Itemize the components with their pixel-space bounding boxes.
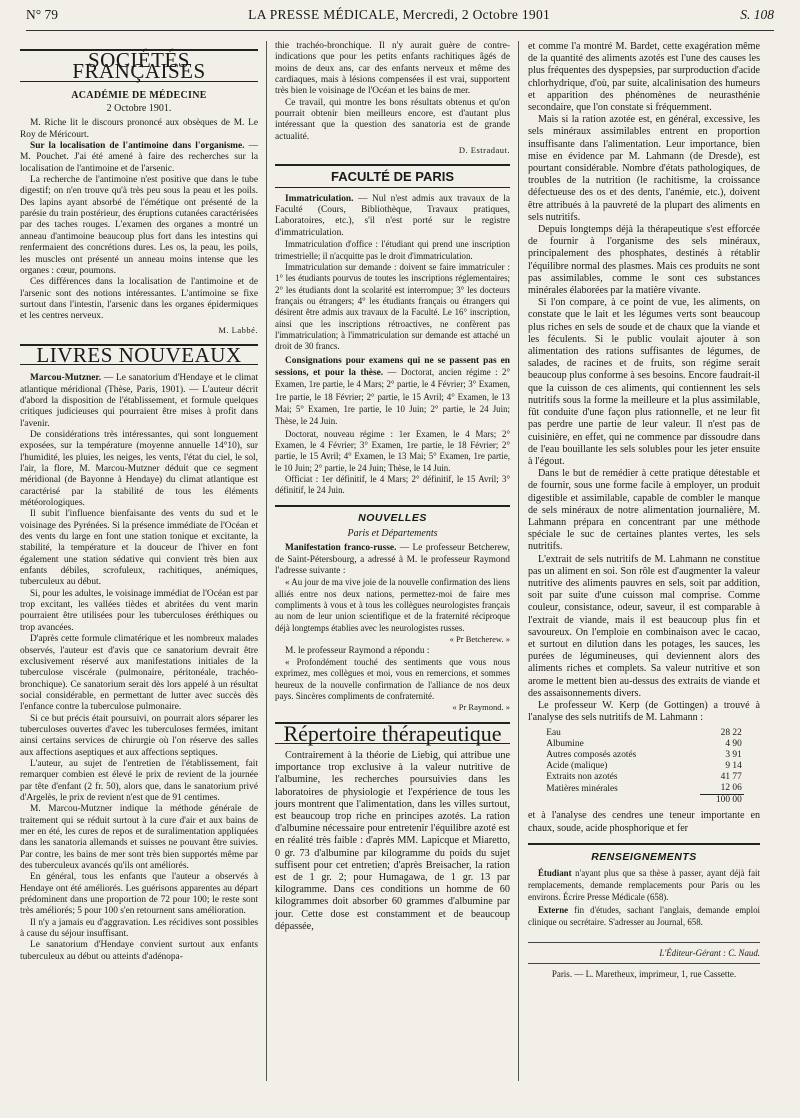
analysis-row bbox=[544, 750, 744, 761]
session-date: 2 Octobre 1901. bbox=[106, 103, 172, 115]
paragraph-text: — Doctorat, ancien régime : 2° Examen, 1re partie, le 4 Mars; 2° partie, le 4 Février; 3° Examen, 1re partie, le 18 Février; 2° partie, le 15 Avril; 4° Examen, le 13 Mai; 5° Examen, 1re partie, le 10 Juin; 2° partie, le 24 Juin; Thèse, le 24 Juin. bbox=[275, 366, 510, 427]
analysis-table bbox=[544, 728, 744, 806]
paragraph-title: Externe bbox=[538, 904, 569, 915]
paragraph: Le sanatorium d'Hendaye convient surtout aux enfants tuberculeux au début ou atteints d'adénopa- bbox=[20, 940, 258, 962]
paragraph: Depuis longtemps déjà la thérapeutique s'est efforcée de fournir à l'organisme des sels minéraux, principalement des phosphates, destinés à rétablir l'équilibre normal des plasmes. Mais ces produits ne sont pas assimilables, comme le sont ces substances minérales élaborées par la matière vivante. bbox=[528, 224, 760, 297]
faculty-heading: FACULTÉ DE PARIS bbox=[275, 164, 510, 187]
paragraph: et comme l'a montré M. Bardet, cette exagération même de la quantité des aliments azotés est l'une des causes les plus fréquentes des dyspepsies, par surproduction d'acide chlorhydrique, d'où, par suite, alcalinisation des humeurs et apparition des phénomènes de neurasthénie secondaire, que l'on constate si fréquemment. bbox=[528, 41, 760, 114]
paragraph bbox=[275, 194, 510, 239]
analysis-label: Eau bbox=[546, 728, 561, 739]
paragraph: Il n'y a jamais eu d'aggravation. Les récidives sont possibles à cause du séjour insuffisant. bbox=[20, 917, 258, 940]
books-heading: LIVRES NOUVEAUX bbox=[20, 344, 258, 365]
paragraph: M. le professeur Raymond a répondu : bbox=[285, 645, 430, 656]
paragraph: Doctorat, nouveau régime : 1er Examen, le 4 Mars; 2° Examen, le 4 Février; 3° Examen, 1re partie, le 18 Février; 2° partie, le 15 Avril; 4° Examen, le 13 Mai; 5° Examen, 1re partie, le 10 Juin; 2° partie, le 24 Juin; Thèse, le 14 Juin. bbox=[275, 428, 510, 473]
signature: D. Estradaut. bbox=[458, 145, 510, 156]
author-name: Marcou-Mutzner. bbox=[30, 373, 102, 384]
column-1 bbox=[20, 41, 267, 1081]
analysis-row bbox=[544, 761, 744, 772]
paragraph: M. Riche lit le discours prononcé aux obsèques de M. Le Roy de Méricourt. bbox=[20, 118, 258, 140]
paragraph-text: — M. Pouchet. J'ai été amené à faire des recherches sur la localisation de l'antimoine et de l'arsenic. bbox=[20, 141, 258, 174]
paragraph bbox=[275, 356, 510, 429]
analysis-value: 41 77 bbox=[720, 772, 742, 783]
page-number: S. 108 bbox=[740, 7, 774, 22]
paragraph: D'après cette formule climatérique et les nombreux malades observés, l'auteur est d'avis que ce sanatorium devrait être exclusivement réservé aux manifestations initiales de la tuberculose viscérale (pulmonaire, péritonéale, trachéo-bronchique). Ce sanatorium serait dès lors appelé à un résultat social considérable, en permettant de lutter avec succès dès l'enfance contre la tuberculose pulmonaire. bbox=[20, 634, 258, 713]
paragraph: Si, pour les adultes, le voisinage immédiat de l'Océan est par trop excitant, les vallées tièdes et abritées du vent marin pourraient être utilisées pour les tuberculoses éréthiques ou trop avancées. bbox=[20, 588, 258, 633]
paragraph: M. Marcou-Mutzner indique la méthode générale de traitement qui se réduit surtout à la cure d'air et aux bains de mer en été, les cures de repos et de suralimentation appliquées dans les sanatoria allemands et suisses ne pouvant être suivies. Par contre, les bains de mer sont très bien supportés même par des tuberculeux avancés qu'ils ont améliorés. bbox=[20, 804, 258, 872]
paragraph: « Profondément touché des sentiments que vous nous exprimez, mes collègues et moi, vous en remercions, et sommes heureux de la nouvelle confirmation de l'alliance de nos deux pays. Sincères compliments de confraternité. bbox=[275, 656, 510, 701]
paragraph: L'extrait de sels nutritifs de M. Lahmann ne constitue pas un aliment en soi. Son rôle est d'augmenter la valeur nutritive des aliments pauvres en sels, soit par addition, soit par suite d'une cuisson mal comprise. Comme couleur, consistance, odeur, saveur, il est comparable à l'extrait de viande, mais il est beaucoup plus fin et savoureux. On l'emploie en combinaison avec le cacao, et surtout en dilution dans les potages, les sauces, les purées de légumineuses, qui deviennent alors des aliments riches et complets. Sa valeur nutritive et son arome le mettent bien au-dessus des extraits de viande et des assaisonnements divers. bbox=[528, 553, 760, 699]
printer-line: Paris. — L. Maretheux, imprimeur, 1, rue Cassette. bbox=[528, 963, 760, 980]
paragraph bbox=[20, 141, 258, 175]
paragraph: Si l'on compare, à ce point de vue, les aliments, on constate que le lait et les légumes verts sont beaucoup plus riches en sels de soude et de chaux que la viande et les féculents. Si le public voulait ajouter à son alimentation des rations suffisantes de légumes, de salades, de racines et de fruits, son régime serait beaucoup plus conforme à ses besoins. Encore faudrait-il que la cuisson de ces aliments, qui contiennent les sels nutritifs sous la forme la meilleure et la plus assimilable, fût conduite d'une façon plus rationnelle, et ne leur fit pas perdre une partie de leur valeur. Il n'est pas de cuisinière, en effet, qui ne commence par dissoudre dans de l'eau bouillante les sels solubles pour les jeter ensuite à l'égout. bbox=[528, 297, 760, 467]
analysis-row bbox=[544, 728, 744, 739]
columns bbox=[20, 41, 780, 1081]
analysis-label: Matières minérales bbox=[546, 783, 618, 794]
paragraph: En général, tous les enfants que l'auteur a observés à Hendaye ont été améliorés. Les guérisons apparentes au départ prédominent dans une proportion de 72 pour 100; le reste sont très améliorés; 5 pour 100 s'en retournent sans amélioration. bbox=[20, 872, 258, 917]
paragraph: Ces différences dans la localisation de l'antimoine et de l'arsenic sont des notions intéressantes. L'antimoine se fixe surtout dans l'intestin, l'arsenic dans les organes épidermiques et les centres nerveux. bbox=[20, 277, 258, 322]
signature: M. Labbé. bbox=[218, 324, 258, 335]
paragraph: De considérations très intéressantes, qui sont longuement exposées, sur la température (moyenne annuelle 14°10), sur l'humidité, les pluies, les neiges, les vents, l'état du ciel, le sol, l'air, la flore, M. Marcou-Mutzner déduit que ce segment méridional (de Bayonne à Hendaye) du climat atlantique est caractérisé par la stabilité de tous les éléments météorologiques. bbox=[20, 429, 258, 509]
paragraph-title: Manifestation franco-russe. bbox=[285, 543, 397, 554]
paragraph: L'auteur, au sujet de l'entretien de l'établissement, fait remarquer combien est élevé le prix de revient de la journée par tête d'enfant (2 fr. 50), alors que, dans le sanatorium privé d'Argelès, le prix de revient n'est que de 91 centimes. bbox=[20, 758, 258, 803]
issue-number: N° 79 bbox=[26, 7, 59, 22]
paragraph: Officiat : 1er définitif, le 4 Mars; 2° définitif, le 15 Avril; 3° définitif, le 24 Juin. bbox=[275, 474, 510, 496]
paragraph: Il subit l'influence bienfaisante des vents du sud et le voisinage des Pyrénées. Si la présence immédiate de l'Océan et des vents du large en font une station tonique et excitante, la stabilité, la température et la douceur de l'hiver en font également une station sédative qui convient très bien aux enfants débiles, scrofuleux, rachitiques, anémiques, tuberculeux au début. bbox=[20, 509, 258, 588]
signature: « Pr Betcherew. » bbox=[449, 634, 510, 645]
paragraph: Dans le but de remédier à cette pratique détestable et de fournir, sous une forme facile à employer, un produit digestible et assimilable, capable de combler le manque de sels minéraux de notre alimentation journalière, M. Lahmann prépara en concentrant par une méthode spéciale le suc de certaines plantes vertes, les sels nutritifs. bbox=[528, 468, 760, 553]
analysis-label: Extraits non azotés bbox=[546, 772, 618, 783]
analysis-value: 28 22 bbox=[720, 728, 742, 739]
paragraph: Ce travail, qui montre les bons résultats obtenus et qu'on pourrait obtenir bien meilleurs encore, est d'autant plus intéressant que la question des sanatoria est de grande actualité. bbox=[275, 97, 510, 142]
societies-heading: SOCIÉTÉS FRANÇAISES bbox=[20, 49, 258, 82]
paragraph: « Au jour de ma vive joie de la nouvelle confirmation des liens alliés entre nos deux nations, permettez-moi de faire mes compliments à vous et à tous les collègues neurologistes français au nom de leur union scientifique et de la fraternité réciproque déjà longtemps établies avec les neurologistes russes. bbox=[275, 577, 510, 633]
analysis-row bbox=[544, 739, 744, 750]
paragraph-title: Consignations pour examens qui ne se passent pas en sessions, et pour la thèse. bbox=[275, 355, 510, 378]
paragraph: Le professeur W. Kerp (de Gottingen) a trouvé à l'analyse des sels nutritifs de M. Lahmann : bbox=[528, 699, 760, 724]
column-2 bbox=[267, 41, 519, 1081]
total-value: 100 00 bbox=[700, 795, 744, 807]
signature: « Pr Raymond. » bbox=[452, 702, 510, 713]
paragraph: Si ce but précis était poursuivi, on pourrait alors séparer les tuberculoses ouvertes d'avec les tuberculoses fermées, imitant ainsi certains services de chirurgie où l'on réserve des salles aux affections aseptiques et aux affections septiques. bbox=[20, 713, 258, 758]
analysis-value: 9 14 bbox=[725, 761, 742, 772]
analysis-row bbox=[544, 772, 744, 783]
paragraph: Immatriculation sur demande : doivent se faire immatriculer : 1° les étudiants pourvus de toutes les inscriptions réglementaires; 2° les étudiants dont la scolarité est interrompue; 3° les docteurs français ou étrangers; 4° les étudiants français ou étrangers qui désirent être admis aux travaux de la Faculté. Le 16° inscription, ainsi que les inscriptions rétroactives, ne confèrent pas l'immatriculation; à l'immatriculation sur demande est attaché un droit de 30 francs. bbox=[275, 261, 510, 352]
masthead bbox=[26, 0, 774, 31]
news-heading: NOUVELLES bbox=[275, 505, 510, 524]
analysis-row bbox=[544, 783, 744, 795]
total-row bbox=[544, 795, 744, 807]
column-3 bbox=[519, 41, 760, 1081]
paragraph: Mais si la ration azotée est, en général, excessive, les sels minéraux assimilables entrent en proportion insuffisante dans l'alimentation. Leur importance, bien mise en évidence par M. Lahmann (de Dresde), est pourtant considérable. Nombre d'états pathologiques, de troubles de la nutrition (le rachitisme, la croissance défectueuse des os et des dents, l'anémie, etc.), doivent être attribués à la pauvreté de la plupart des aliments en sels nutritifs. bbox=[528, 114, 760, 223]
analysis-value: 3 91 bbox=[725, 750, 742, 761]
paragraph: thie trachéo-bronchique. Il n'y aurait guère de contre-indications que pour les petits enfants rachitiques âgés de moins de deux ans, car des enfants nerveux et même des cardiaques, mais à lésions compensées il est vrai, supportent très bien le voisinage de l'Océan et les bains de mer. bbox=[275, 41, 510, 97]
paragraph bbox=[528, 867, 760, 904]
journal-title: LA PRESSE MÉDICALE, Mercredi, 2 Octobre 1901 bbox=[248, 7, 551, 22]
paragraph-text: — Nul n'est admis aux travaux de la Faculté (Cours, Bibliothèque, Travaux pratiques, Laboratoires, etc.), s'il n'est porté sur le registre d'immatriculation. bbox=[275, 193, 510, 238]
analysis-value: 4 90 bbox=[725, 739, 742, 750]
paragraph: Contrairement à la théorie de Liebig, qui attribue une importance trop exclusive à la valeur nutritive de l'albumine, les recherches poursuivies dans les laboratoires de physiologie et l'expérience de tous les jours montrent que l'alimentation, dans les villes surtout, est beaucoup trop riche en principes azotés. La ration d'albumine nécessaire pour entretenir l'équilibre azoté est en réalité très faible : d'après MM. Lapicque et Miaretto, 0 gr. 73 d'albumine par kilogramme du poids du sujet suffisent pour cet entretien; d'après Breisacher, la ration est de 1 gr. 2; pour Humagawa, de 1 gr. 13 par kilogramme. Dans ces conditions un homme de 60 kilogrammes doit absorber 60 grammes d'albumine par jour. Cette dose est constamment et de beaucoup dépassée, bbox=[275, 749, 510, 932]
academy-heading: ACADÉMIE DE MÉDECINE bbox=[71, 89, 207, 101]
info-heading: RENSEIGNEMENTS bbox=[528, 843, 760, 863]
paragraph-text: n'ayant plus que sa thèse à passer, ayant déjà fait remplacements, demande remplacements pour Paris ou les environs. Écrire Presse Médicale (658). bbox=[528, 867, 760, 903]
paragraph: Immatriculation d'office : l'étudiant qui prend une inscription trimestrielle; il n'acquitte pas le droit d'immatriculation. bbox=[275, 239, 510, 261]
paragraph: et à l'analyse des cendres une teneur importante en chaux, soude, acide phosphorique et fer bbox=[528, 810, 760, 834]
news-subheading: Paris et Départements bbox=[347, 528, 438, 540]
analysis-label: Acide (malique) bbox=[546, 761, 608, 772]
paragraph-title: Étudiant bbox=[538, 867, 572, 878]
analysis-label: Albumine bbox=[546, 739, 584, 750]
analysis-label: Autres composés azotés bbox=[546, 750, 637, 761]
paragraph bbox=[275, 543, 510, 577]
paragraph-text: — Le professeur Betcherew, de Saint-Pétersbourg, a adressé à M. le professeur Raymond l'adresse suivante : bbox=[275, 543, 510, 577]
paragraph-title: Sur la localisation de l'antimoine dans l'organisme. bbox=[30, 141, 245, 152]
paragraph bbox=[20, 373, 258, 430]
paragraph-text: — Le sanatorium d'Hendaye et le climat atlantique méridional (Thèse, Paris, 1901). — L'auteur décrit d'abord la disposition de l'établissement, et formule quelques critiques judicieuses qui pourraient être mises à profit dans l'avenir. bbox=[20, 373, 258, 429]
editor-line: L'Éditeur-Gérant : C. Naud. bbox=[528, 942, 760, 959]
paragraph-text: fin d'études, sachant l'anglais, demande emploi clinique ou secrétaire. S'adresser au Journal, 658. bbox=[528, 904, 760, 927]
repertoire-heading: Répertoire thérapeutique bbox=[275, 722, 510, 744]
paragraph: La recherche de l'antimoine n'est positive que dans le tube digestif; on n'en trouve qu'à très peu sous la peau et les poils. Des lapins ayant absorbé de l'émétique ont présenté de la parésie du train postérieur, des éruptions cutanées caractérisées par des taches rouges. L'examen des organes a montré un anneau d'antimoine beaucoup plus fort dans les intestins qui renfermaient des concrétions dures. Les os, la peau, les poils, les muscles ont présenté un anneau moins intense que les organes : cœur, poumons. bbox=[20, 175, 258, 276]
paragraph-title: Immatriculation. bbox=[285, 193, 354, 204]
paragraph bbox=[528, 904, 760, 928]
analysis-value: 12 06 bbox=[720, 783, 742, 794]
